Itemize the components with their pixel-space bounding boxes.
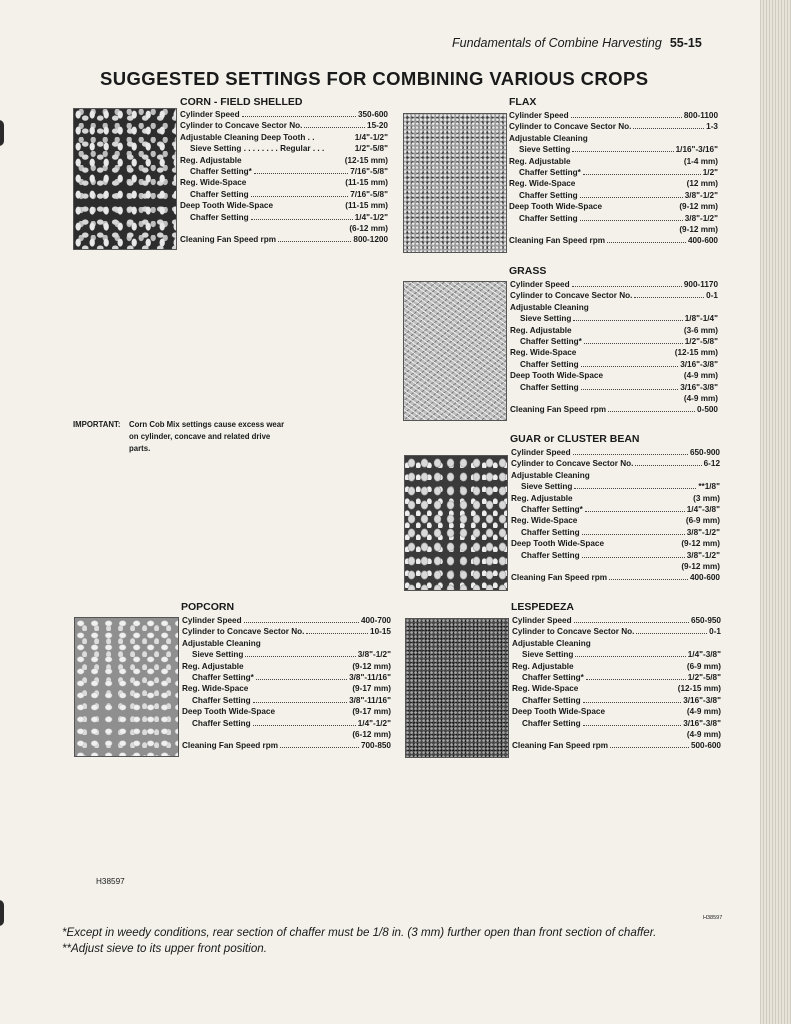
setting-value: 900-1170	[683, 280, 718, 289]
dot-leader	[573, 313, 682, 321]
setting-label: Sieve Setting	[192, 650, 244, 660]
setting-value: 400-600	[689, 573, 720, 583]
crop-name: FLAX	[509, 96, 537, 108]
dot-leader	[583, 718, 682, 726]
setting-value: 700-850	[360, 741, 391, 751]
setting-label: Reg. Adjustable	[509, 156, 571, 166]
setting-label: Cylinder Speed	[512, 616, 572, 625]
settings-row	[180, 200, 388, 211]
important-label: IMPORTANT:	[73, 420, 121, 429]
settings-row	[509, 110, 718, 121]
settings-row	[509, 190, 718, 201]
setting-value: 400-700	[360, 616, 391, 625]
dot-leader	[574, 481, 696, 489]
settings-row	[512, 729, 721, 740]
settings-row	[180, 212, 388, 223]
settings-row	[182, 683, 391, 694]
dot-leader	[585, 504, 685, 512]
setting-value: 15-20	[367, 121, 388, 131]
setting-label: Chaffer Setting	[519, 190, 578, 200]
settings-row	[182, 615, 391, 626]
settings-row	[511, 561, 720, 572]
setting-value: 3/8"-1/2"	[357, 650, 391, 660]
dot-leader	[251, 212, 353, 220]
setting-label: Cylinder to Concave Sector No.	[511, 459, 634, 469]
setting-value: (12-15 mm)	[344, 155, 388, 165]
settings-row	[182, 626, 391, 637]
dot-leader	[582, 550, 685, 558]
dot-leader	[254, 166, 348, 174]
setting-label: Chaffer Setting	[190, 189, 249, 199]
settings-table-corn	[180, 109, 388, 246]
setting-value: (9-17 mm)	[352, 684, 391, 694]
setting-label: Adjustable Cleaning	[509, 133, 588, 143]
setting-label: Reg. Wide-Space	[511, 516, 578, 526]
settings-row	[512, 718, 721, 729]
setting-value: (6-9 mm)	[686, 661, 721, 671]
settings-row	[511, 458, 720, 469]
dot-leader	[635, 458, 701, 466]
binder-hole	[0, 120, 4, 146]
setting-value: 7/16"-5/8"	[350, 189, 388, 199]
settings-row	[180, 223, 388, 234]
binder-hole	[0, 900, 4, 926]
setting-value: 650-950	[690, 616, 721, 625]
settings-row	[510, 279, 718, 290]
settings-row	[512, 626, 721, 637]
settings-row	[509, 156, 718, 167]
setting-value: (3-6 mm)	[683, 325, 718, 335]
settings-row	[512, 638, 721, 649]
settings-row	[509, 167, 718, 178]
settings-row	[180, 189, 388, 200]
dot-leader	[609, 572, 688, 580]
setting-label: Cleaning Fan Speed rpm	[182, 741, 278, 751]
setting-label: Reg. Wide-Space	[512, 684, 579, 694]
setting-label: Cylinder to Concave Sector No.	[180, 121, 303, 131]
settings-row	[182, 740, 391, 751]
settings-row	[512, 683, 721, 694]
setting-value: 500-600	[690, 741, 721, 751]
setting-value: (4-9 mm)	[683, 371, 718, 381]
setting-label: Sieve Setting	[522, 650, 574, 660]
setting-value: 650-900	[689, 448, 720, 457]
setting-label: Adjustable Cleaning	[510, 302, 589, 312]
popcorn-kernels-photo	[74, 617, 179, 757]
setting-value: (4-9 mm)	[686, 707, 721, 717]
settings-row	[511, 515, 720, 526]
dot-leader	[581, 382, 679, 390]
setting-value: (6-9 mm)	[685, 516, 720, 526]
dot-leader	[572, 279, 682, 287]
setting-value: 3/8"-1/2"	[684, 213, 718, 223]
corn-kernels-photo	[73, 108, 177, 250]
setting-label: Reg. Adjustable	[182, 661, 244, 671]
important-text: Corn Cob Mix settings cause excess wear on cylinder, concave and related drive parts.	[129, 420, 285, 453]
settings-row	[182, 706, 391, 717]
setting-value: 3/8"-11/16"	[349, 695, 391, 705]
setting-label: Reg. Adjustable	[180, 155, 242, 165]
setting-value: (12-15 mm)	[677, 684, 721, 694]
setting-label: Cylinder Speed	[510, 280, 570, 289]
figure-code: H38597	[703, 915, 723, 921]
settings-row	[509, 235, 718, 246]
setting-label: Cylinder to Concave Sector No.	[182, 627, 305, 637]
setting-label: Chaffer Setting	[520, 359, 579, 369]
settings-row	[511, 538, 720, 549]
setting-value: 0-500	[697, 405, 718, 415]
settings-table-flax	[509, 110, 718, 247]
settings-row	[511, 504, 720, 515]
setting-label: Chaffer Setting	[522, 695, 581, 705]
setting-label: Chaffer Setting*	[521, 504, 583, 514]
setting-value: 3/8"-11/16"	[349, 672, 391, 682]
settings-row	[180, 166, 388, 177]
setting-value: 1/2"	[702, 167, 718, 177]
setting-value: 800-1100	[683, 111, 718, 120]
setting-label: Cylinder Speed	[509, 111, 569, 120]
dot-leader	[610, 740, 689, 748]
dot-leader	[573, 447, 688, 455]
dot-leader	[580, 213, 683, 221]
setting-label: Cleaning Fan Speed rpm	[509, 236, 605, 246]
dot-leader	[280, 740, 359, 748]
setting-label: Cylinder to Concave Sector No.	[510, 291, 633, 301]
settings-table-lespedeza	[512, 615, 721, 752]
setting-label: Cylinder Speed	[180, 110, 240, 119]
setting-value: 6-12	[703, 459, 720, 469]
setting-value: 1-3	[706, 122, 718, 132]
settings-row	[180, 234, 388, 245]
dot-leader	[582, 527, 685, 535]
crop-name: POPCORN	[181, 601, 235, 613]
settings-row	[510, 404, 718, 415]
setting-value: (11-15 mm)	[345, 178, 388, 188]
setting-value: 350-600	[357, 110, 388, 119]
dot-leader	[574, 615, 689, 623]
dot-leader	[306, 626, 368, 634]
settings-row	[510, 302, 718, 313]
setting-label: Deep Tooth Wide-Space	[182, 707, 276, 717]
settings-row	[509, 144, 718, 155]
setting-label: Deep Tooth Wide-Space	[511, 539, 605, 549]
setting-label: Cylinder Speed	[511, 448, 571, 457]
settings-row	[180, 143, 388, 154]
setting-value: 1/2"-5/8"	[354, 144, 388, 154]
setting-label: Chaffer Setting*	[190, 166, 252, 176]
dot-leader	[245, 649, 355, 657]
dot-leader	[633, 121, 704, 129]
settings-row	[180, 177, 388, 188]
settings-row	[180, 132, 388, 143]
setting-label: Deep Tooth Wide-Space	[509, 202, 603, 212]
setting-label: Deep Tooth Wide-Space	[512, 707, 606, 717]
setting-label: Reg. Wide-Space	[182, 684, 249, 694]
setting-label: Adjustable Cleaning	[182, 638, 261, 648]
setting-label: Cleaning Fan Speed rpm	[512, 741, 608, 751]
setting-value: (12 mm)	[686, 179, 718, 189]
setting-label: Adjustable Cleaning Deep Tooth . .	[180, 132, 315, 142]
dot-leader	[278, 234, 351, 242]
setting-label: Chaffer Setting	[192, 695, 251, 705]
dot-leader	[607, 235, 686, 243]
setting-value: 3/8"-1/2"	[686, 550, 720, 560]
settings-row	[510, 336, 718, 347]
settings-row	[182, 718, 391, 729]
settings-row	[509, 224, 718, 235]
settings-row	[511, 493, 720, 504]
setting-value: (12-15 mm)	[674, 348, 718, 358]
setting-value: **1/8"	[698, 482, 720, 492]
setting-value: (9-12 mm)	[679, 202, 718, 212]
book-title: Fundamentals of Combine Harvesting	[452, 36, 662, 50]
setting-label: Chaffer Setting	[519, 213, 578, 223]
setting-label: Sieve Setting	[519, 145, 571, 155]
settings-row	[510, 290, 718, 301]
setting-value: 1/2"-5/8"	[687, 672, 721, 682]
dot-leader	[580, 190, 683, 198]
book-page-edges	[760, 0, 791, 1024]
setting-value: 1/4"-1/2"	[357, 718, 391, 728]
dot-leader	[253, 695, 347, 703]
setting-value: 0-1	[709, 627, 721, 637]
setting-value: (11-15 mm)	[345, 201, 388, 211]
setting-value: 1/16"-3/16"	[675, 145, 718, 155]
settings-row	[512, 672, 721, 683]
setting-label: Chaffer Setting*	[522, 672, 584, 682]
setting-value: 3/16"-3/8"	[683, 695, 721, 705]
settings-row	[510, 359, 718, 370]
dot-leader	[584, 336, 683, 344]
footnote-chaffer: *Except in weedy conditions, rear section of chaffer must be 1/8 in. (3 mm) further open than front section of chaffer.	[62, 926, 657, 939]
settings-row	[182, 649, 391, 660]
footnote-sieve: **Adjust sieve to its upper front position.	[62, 942, 267, 955]
setting-label: Reg. Wide-Space	[510, 348, 577, 358]
settings-row	[509, 201, 718, 212]
setting-value: (9-17 mm)	[352, 707, 391, 717]
lespedeza-seed-photo	[405, 618, 509, 758]
page-title: SUGGESTED SETTINGS FOR COMBINING VARIOUS CROPS	[100, 68, 649, 89]
flax-seed-photo	[403, 113, 507, 253]
settings-row	[511, 447, 720, 458]
setting-label: Chaffer Setting	[521, 550, 580, 560]
setting-label: Reg. Adjustable	[510, 325, 572, 335]
settings-row	[512, 649, 721, 660]
setting-value: 3/8"-1/2"	[684, 190, 718, 200]
setting-label: Cleaning Fan Speed rpm	[511, 573, 607, 583]
settings-row	[510, 325, 718, 336]
setting-label: Chaffer Setting	[522, 718, 581, 728]
settings-row	[510, 393, 718, 404]
dot-leader	[586, 672, 686, 680]
settings-row	[510, 347, 718, 358]
settings-table-popcorn	[182, 615, 391, 752]
dot-leader	[256, 672, 347, 680]
dot-leader	[571, 110, 682, 118]
settings-row	[182, 695, 391, 706]
setting-label: Cleaning Fan Speed rpm	[510, 405, 606, 415]
dot-leader	[251, 189, 349, 197]
setting-label: Deep Tooth Wide-Space	[180, 201, 274, 211]
setting-label: Cylinder Speed	[182, 616, 242, 625]
setting-label: Cylinder to Concave Sector No.	[509, 122, 632, 132]
setting-label: Adjustable Cleaning	[512, 638, 591, 648]
settings-row	[182, 638, 391, 649]
settings-row	[511, 572, 720, 583]
setting-label: Reg. Adjustable	[512, 661, 574, 671]
setting-value: (4-9 mm)	[683, 393, 718, 403]
setting-label: Chaffer Setting	[192, 718, 251, 728]
setting-value: 3/8"-1/2"	[686, 527, 720, 537]
settings-row	[509, 133, 718, 144]
setting-value: (9-12 mm)	[352, 661, 391, 671]
dot-leader	[304, 120, 365, 128]
settings-row	[180, 155, 388, 166]
dot-leader	[242, 109, 356, 117]
crop-name: LESPEDEZA	[511, 601, 575, 613]
running-header	[452, 36, 752, 50]
setting-value: 1/4"-3/8"	[686, 504, 720, 514]
dot-leader	[572, 144, 673, 152]
setting-value: (3 mm)	[693, 493, 720, 503]
settings-row	[512, 695, 721, 706]
settings-row	[512, 615, 721, 626]
guar-bean-photo	[404, 455, 508, 591]
dot-leader	[608, 404, 695, 412]
settings-row	[182, 672, 391, 683]
setting-value: 3/16"-3/8"	[683, 718, 721, 728]
settings-row	[182, 661, 391, 672]
setting-value: 3/16"-3/8"	[680, 382, 718, 392]
setting-label: Sieve Setting	[520, 314, 572, 324]
setting-value: 7/16"-5/8"	[350, 166, 388, 176]
setting-value: 800-1200	[353, 235, 388, 245]
settings-row	[509, 213, 718, 224]
dot-leader	[583, 167, 701, 175]
crop-name: CORN - FIELD SHELLED	[180, 96, 303, 108]
settings-row	[511, 527, 720, 538]
settings-row	[512, 740, 721, 751]
page-number: 55-15	[669, 36, 702, 50]
dot-leader	[244, 615, 359, 623]
setting-label: Chaffer Setting	[190, 212, 249, 222]
crop-name: GRASS	[509, 265, 547, 277]
setting-value: (6-12 mm)	[352, 729, 391, 739]
setting-label: Chaffer Setting*	[520, 336, 582, 346]
setting-label: Reg. Wide-Space	[180, 178, 247, 188]
setting-value: 3/16"-3/8"	[680, 359, 718, 369]
setting-label: Reg. Wide-Space	[509, 179, 576, 189]
settings-row	[511, 470, 720, 481]
setting-value: (1-4 mm)	[683, 156, 718, 166]
setting-label: Chaffer Setting	[521, 527, 580, 537]
settings-row	[510, 313, 718, 324]
setting-label: Chaffer Setting*	[192, 672, 254, 682]
settings-table-guar	[511, 447, 720, 584]
setting-label: Adjustable Cleaning	[511, 470, 590, 480]
settings-row	[512, 661, 721, 672]
setting-value: (9-12 mm)	[679, 224, 718, 234]
dot-leader	[581, 359, 679, 367]
settings-table-grass	[510, 279, 718, 416]
settings-row	[180, 120, 388, 131]
setting-value: 10-15	[370, 627, 391, 637]
setting-label: Chaffer Setting	[520, 382, 579, 392]
setting-value: 1/2"-5/8"	[684, 336, 718, 346]
settings-row	[512, 706, 721, 717]
setting-value: (4-9 mm)	[686, 729, 721, 739]
dot-leader	[634, 290, 704, 298]
crop-name: GUAR or CLUSTER BEAN	[510, 433, 640, 445]
settings-row	[511, 481, 720, 492]
setting-value: 400-600	[687, 236, 718, 246]
dot-leader	[575, 649, 685, 657]
settings-row	[511, 550, 720, 561]
dot-leader	[636, 626, 707, 634]
settings-row	[180, 109, 388, 120]
setting-label: Reg. Adjustable	[511, 493, 573, 503]
setting-label: Cylinder to Concave Sector No.	[512, 627, 635, 637]
setting-value: 1/4"-3/8"	[687, 650, 721, 660]
figure-code: H38597	[96, 877, 125, 886]
setting-value: 1/4"-1/2"	[354, 212, 388, 222]
setting-value: 0-1	[706, 291, 718, 301]
setting-value: 1/8"-1/4"	[684, 314, 718, 324]
setting-value: 1/4"-1/2"	[354, 132, 388, 142]
setting-label: Cleaning Fan Speed rpm	[180, 235, 276, 245]
grass-seed-photo	[403, 281, 507, 421]
setting-label: Sieve Setting	[521, 482, 573, 492]
setting-label: Chaffer Setting*	[519, 167, 581, 177]
setting-value: (9-12 mm)	[681, 539, 720, 549]
setting-label: Deep Tooth Wide-Space	[510, 371, 604, 381]
setting-label: Sieve Setting . . . . . . . . Regular . . .	[190, 144, 325, 154]
setting-value: (9-12 mm)	[681, 561, 720, 571]
settings-row	[510, 382, 718, 393]
settings-row	[182, 729, 391, 740]
settings-row	[510, 370, 718, 381]
dot-leader	[583, 695, 682, 703]
dot-leader	[253, 718, 356, 726]
settings-row	[509, 178, 718, 189]
settings-row	[509, 121, 718, 132]
setting-value: (6-12 mm)	[349, 223, 388, 233]
